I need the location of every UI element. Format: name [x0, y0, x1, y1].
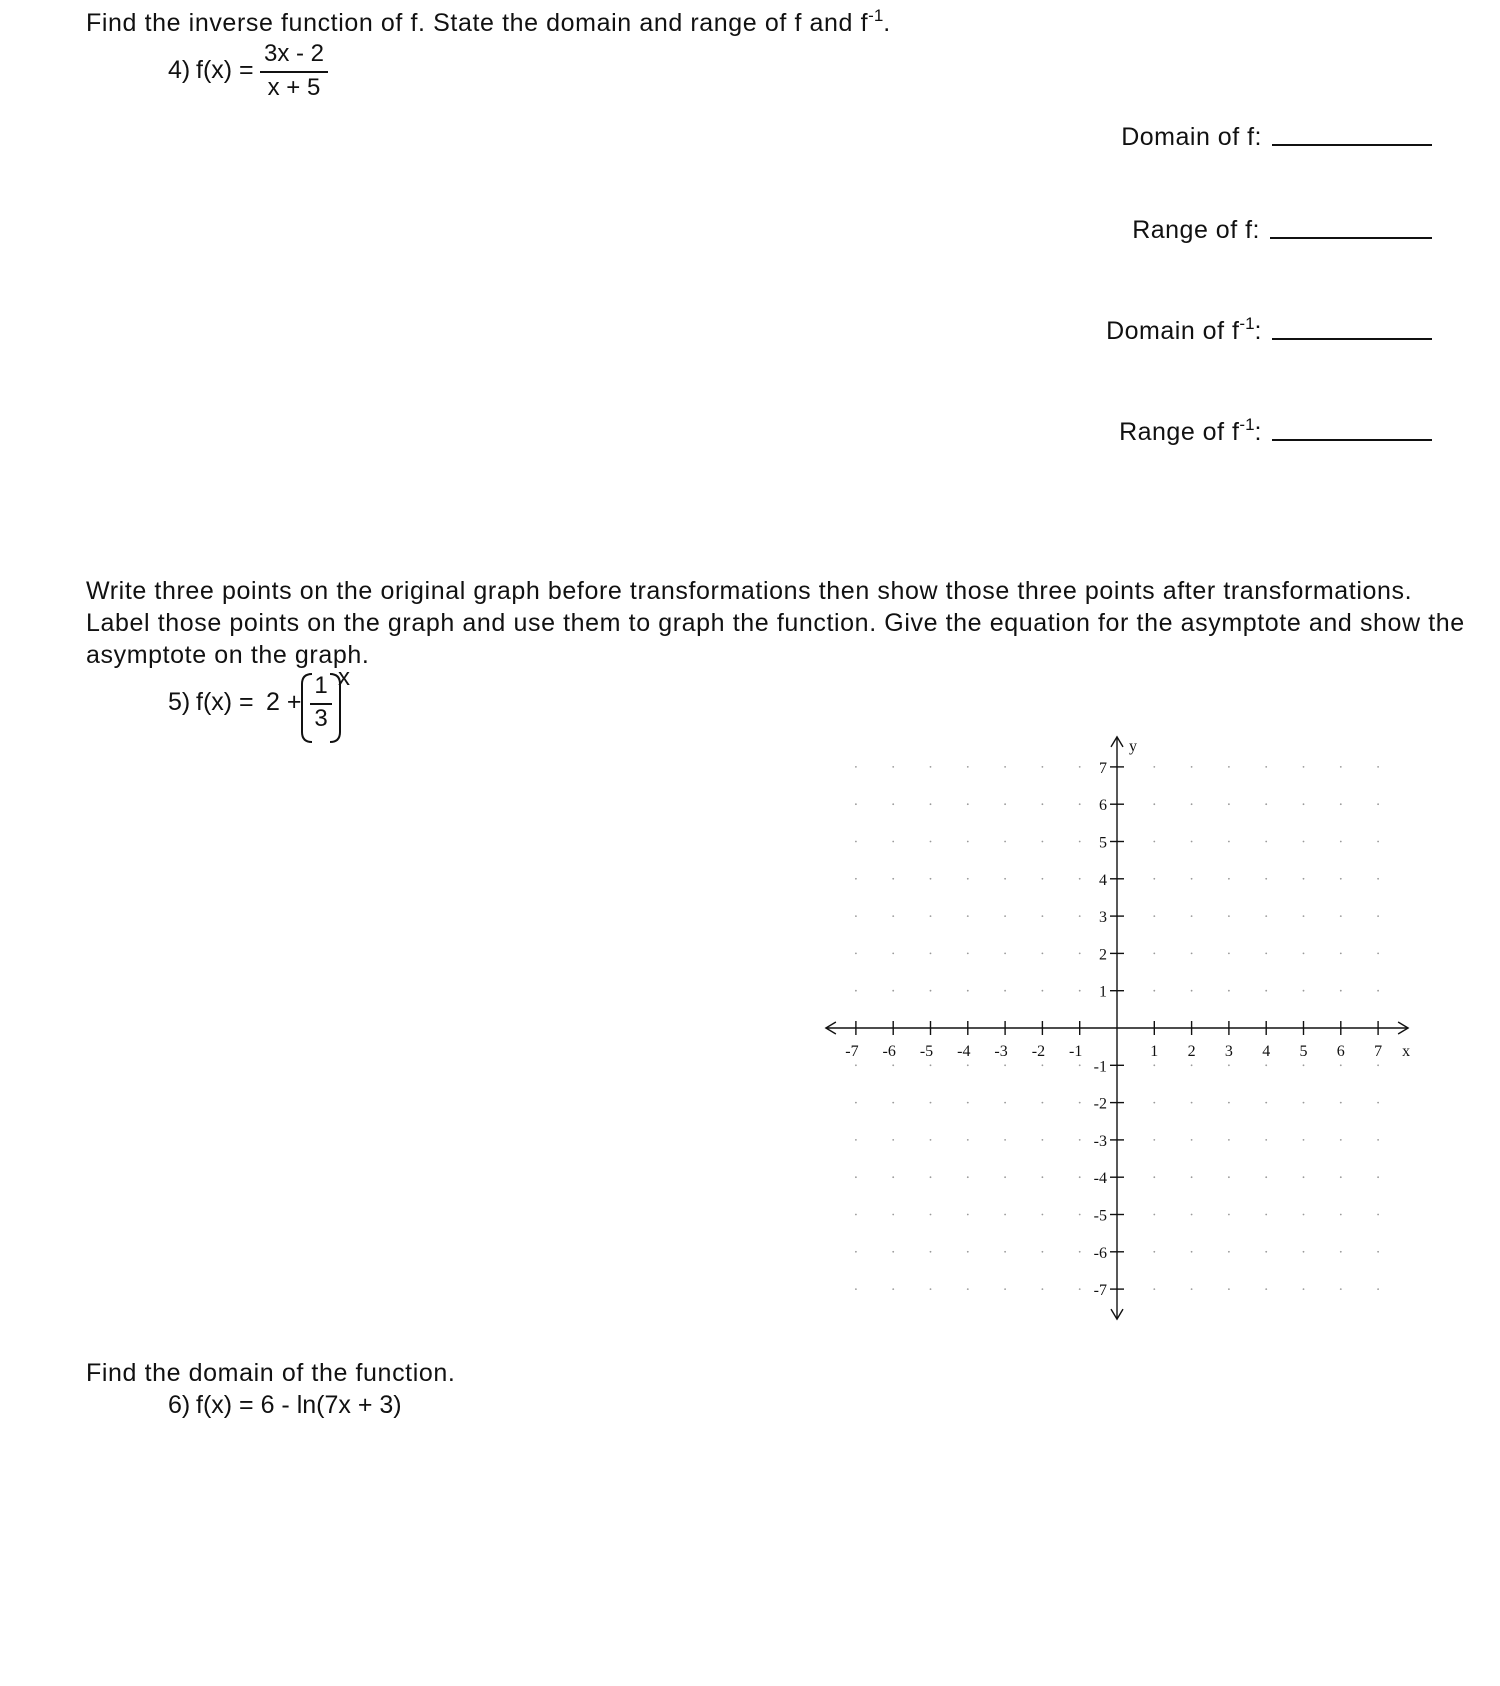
grid-dot	[930, 1102, 932, 1104]
x-tick-label: -1	[1069, 1043, 1083, 1060]
grid-dot	[855, 841, 857, 843]
grid-dot	[855, 878, 857, 880]
grid-dot	[1042, 953, 1044, 955]
grid-dot	[1340, 1176, 1342, 1178]
grid-dot	[930, 953, 932, 955]
grid-dot	[1340, 915, 1342, 917]
grid-dot	[1153, 915, 1155, 917]
grid-dot	[1191, 878, 1193, 880]
grid-dot	[1153, 878, 1155, 880]
problem-6-number: 6)	[168, 1391, 191, 1419]
grid-dot	[967, 841, 969, 843]
grid-dot	[1191, 841, 1193, 843]
grid-dot	[892, 1251, 894, 1253]
grid-dot	[1340, 953, 1342, 955]
grid-dot	[1153, 953, 1155, 955]
x-tick-label: -5	[919, 1043, 934, 1060]
grid-dot	[1303, 915, 1305, 917]
grid-dot	[1265, 1102, 1267, 1104]
grid-dot	[1042, 803, 1044, 805]
grid-dot	[855, 1102, 857, 1104]
grid-dot	[1042, 1139, 1044, 1141]
grid-dot	[1191, 990, 1193, 992]
grid-dot	[855, 1251, 857, 1253]
grid-dot	[967, 953, 969, 955]
grid-dot	[1004, 1139, 1006, 1141]
grid-dot	[1153, 841, 1155, 843]
problem-4-number: 4)	[168, 56, 191, 84]
grid-dot	[1228, 990, 1230, 992]
grid-dot	[1191, 1064, 1193, 1066]
y-tick-label: 6	[1099, 797, 1107, 815]
problem-5-lhs: f(x) =	[196, 688, 254, 716]
grid-dot	[1340, 990, 1342, 992]
grid-dot	[1377, 1214, 1379, 1216]
grid-dot	[1228, 803, 1230, 805]
grid-dot	[1303, 878, 1305, 880]
range-f-label: Range of f:	[1132, 216, 1260, 244]
grid-dot	[1228, 1176, 1230, 1178]
grid-dot	[967, 915, 969, 917]
grid-dot	[892, 841, 894, 843]
grid-dot	[1004, 915, 1006, 917]
grid-dot	[1377, 766, 1379, 768]
grid-dot	[967, 1102, 969, 1104]
grid-dot	[1228, 841, 1230, 843]
grid-dot	[1042, 1214, 1044, 1216]
grid-dot	[855, 990, 857, 992]
problem-5-frac-denominator: 3	[314, 705, 328, 732]
grid-dot	[1079, 1176, 1081, 1178]
grid-dot	[1265, 1139, 1267, 1141]
grid-dot	[930, 1214, 932, 1216]
grid-dot	[892, 915, 894, 917]
grid-dot	[930, 878, 932, 880]
problem-5-number: 5)	[168, 688, 191, 716]
problem-5-exponent: x	[338, 664, 350, 691]
grid-dot	[1079, 1251, 1081, 1253]
grid-dot	[1377, 1139, 1379, 1141]
x-tick-label: -4	[957, 1043, 971, 1060]
grid-dot	[1377, 878, 1379, 880]
grid-dot	[1303, 990, 1305, 992]
y-tick-label: 2	[1099, 946, 1107, 964]
grid-dot	[930, 803, 932, 805]
grid-dot	[1265, 803, 1267, 805]
x-tick-label: -2	[1031, 1043, 1046, 1060]
grid-dot	[1042, 1176, 1044, 1178]
grid-dot	[1265, 841, 1267, 843]
grid-dot	[1265, 990, 1267, 992]
grid-dot	[1153, 1214, 1155, 1216]
grid-dot	[1377, 1102, 1379, 1104]
grid-dot	[1004, 1214, 1006, 1216]
grid-dot	[1191, 953, 1193, 955]
grid-dot	[1191, 1251, 1193, 1253]
grid-dot	[1042, 990, 1044, 992]
grid-dot	[1340, 1064, 1342, 1066]
grid-dot	[1303, 803, 1305, 805]
grid-dot	[855, 803, 857, 805]
grid-dot	[1377, 915, 1379, 917]
grid-dot	[1303, 1102, 1305, 1104]
grid-dot	[1377, 803, 1379, 805]
grid-dot	[1303, 1064, 1305, 1066]
grid-dot	[930, 915, 932, 917]
grid-dot	[1042, 1102, 1044, 1104]
grid-dot	[1191, 1214, 1193, 1216]
grid-dot	[1004, 1064, 1006, 1066]
grid-dot	[1340, 1102, 1342, 1104]
grid-dot	[967, 878, 969, 880]
grid-dot	[1265, 915, 1267, 917]
grid-dot	[1340, 841, 1342, 843]
grid-dot	[1377, 1288, 1379, 1290]
grid-dot	[1042, 841, 1044, 843]
grid-dot	[892, 1064, 894, 1066]
grid-dot	[1079, 1102, 1081, 1104]
grid-dot	[1079, 1214, 1081, 1216]
y-tick-label: -6	[1093, 1244, 1107, 1262]
grid-dot	[1377, 1176, 1379, 1178]
grid-dot	[1340, 1214, 1342, 1216]
grid-dot	[892, 1288, 894, 1290]
grid-dot	[1079, 1064, 1081, 1066]
grid-dot	[1153, 1288, 1155, 1290]
y-tick-label: 5	[1099, 834, 1107, 852]
grid-dot	[1153, 1064, 1155, 1066]
grid-dot	[1303, 1251, 1305, 1253]
grid-dot	[892, 1139, 894, 1141]
grid-dot	[1265, 1176, 1267, 1178]
grid-dot	[1042, 1064, 1044, 1066]
grid-dot	[892, 1176, 894, 1178]
grid-dot	[892, 766, 894, 768]
grid-dot	[1004, 766, 1006, 768]
grid-dot	[1079, 990, 1081, 992]
y-tick-label: 3	[1099, 909, 1107, 927]
grid-dot	[855, 1139, 857, 1141]
grid-dot	[1042, 915, 1044, 917]
grid-dot	[1228, 878, 1230, 880]
grid-dot	[1228, 1139, 1230, 1141]
grid-dot	[1004, 990, 1006, 992]
grid-dot	[1191, 1176, 1193, 1178]
grid-dot	[1191, 915, 1193, 917]
grid-dot	[967, 1288, 969, 1290]
grid-dot	[1153, 990, 1155, 992]
grid-dot	[967, 803, 969, 805]
grid-dot	[1079, 841, 1081, 843]
x-tick-label: -7	[845, 1043, 859, 1060]
grid-dot	[1265, 878, 1267, 880]
problem-4-denominator: x + 5	[267, 74, 321, 101]
grid-dot	[1191, 1102, 1193, 1104]
grid-dot	[1303, 1176, 1305, 1178]
x-tick-label: 3	[1224, 1043, 1233, 1060]
y-tick-label: -4	[1093, 1170, 1107, 1188]
y-tick-label: -5	[1093, 1207, 1107, 1225]
grid-dot	[1153, 766, 1155, 768]
grid-dot	[1377, 1064, 1379, 1066]
grid-dot	[1079, 803, 1081, 805]
grid-dot	[1004, 1288, 1006, 1290]
grid-dot	[1340, 1139, 1342, 1141]
grid-dot	[1377, 953, 1379, 955]
grid-dot	[1303, 1139, 1305, 1141]
x-tick-label: 7	[1374, 1043, 1383, 1060]
grid-dot	[892, 1214, 894, 1216]
grid-dot	[855, 1288, 857, 1290]
grid-dot	[1228, 953, 1230, 955]
x-tick-label: -3	[994, 1043, 1008, 1060]
grid-dot	[1004, 878, 1006, 880]
grid-dot	[930, 1288, 932, 1290]
grid-dot	[1265, 766, 1267, 768]
grid-dot	[1153, 1176, 1155, 1178]
grid-dot	[1079, 1288, 1081, 1290]
grid-dot	[855, 1176, 857, 1178]
grid-dot	[1340, 878, 1342, 880]
grid-dot	[967, 1251, 969, 1253]
instruction-graph-line-1: Write three points on the original graph before transformations then show those three points after transformations.	[86, 577, 1413, 605]
y-tick-label: 1	[1099, 983, 1107, 1001]
grid-dot	[855, 1214, 857, 1216]
grid-dot	[892, 953, 894, 955]
grid-dot	[1153, 1139, 1155, 1141]
grid-dot	[1228, 1251, 1230, 1253]
grid-dot	[1228, 766, 1230, 768]
x-tick-label: 4	[1262, 1043, 1271, 1060]
instruction-inverse: Find the inverse function of f. State the domain and range of f and $f^{-1}$.	[86, 6, 891, 37]
instruction-graph-line-2: Label those points on the graph and use them to graph the function. Give the equation for the asymptote and show the	[86, 609, 1465, 637]
grid-dot	[1265, 1251, 1267, 1253]
grid-dot	[855, 953, 857, 955]
grid-dot	[1303, 1214, 1305, 1216]
grid-dot	[1004, 1176, 1006, 1178]
problem-5-frac-numerator: 1	[314, 672, 328, 699]
grid-dot	[855, 766, 857, 768]
grid-dot	[1191, 1288, 1193, 1290]
y-tick-label: -7	[1093, 1282, 1107, 1300]
grid-dot	[1042, 1251, 1044, 1253]
instruction-domain: Find the domain of the function.	[86, 1359, 456, 1387]
grid-dot	[930, 990, 932, 992]
grid-dot	[892, 803, 894, 805]
grid-dot	[855, 1064, 857, 1066]
grid-dot	[892, 878, 894, 880]
grid-dot	[967, 1176, 969, 1178]
grid-dot	[1042, 766, 1044, 768]
grid-dot	[930, 1251, 932, 1253]
grid-dot	[1079, 766, 1081, 768]
domain-f-label: Domain of f:	[1121, 123, 1262, 151]
grid-dot	[1377, 1251, 1379, 1253]
grid-dot	[1191, 1139, 1193, 1141]
grid-dot	[1004, 1102, 1006, 1104]
problem-6-function: f(x) = 6 - ln(7x + 3)	[196, 1391, 402, 1419]
problem-5-constant: 2 +	[266, 688, 302, 716]
grid-dot	[1004, 803, 1006, 805]
grid-dot	[930, 1176, 932, 1178]
y-tick-label: 4	[1099, 871, 1107, 889]
problem-4-numerator: 3x - 2	[263, 40, 325, 67]
grid-dot	[1265, 953, 1267, 955]
grid-dot	[1228, 1102, 1230, 1104]
grid-dot	[930, 766, 932, 768]
y-tick-label: -1	[1093, 1058, 1107, 1076]
grid-dot	[1153, 1251, 1155, 1253]
grid-dot	[1340, 1251, 1342, 1253]
grid-dot	[1303, 953, 1305, 955]
y-axis-label: y	[1129, 737, 1137, 755]
grid-dot	[855, 915, 857, 917]
grid-dot	[1228, 915, 1230, 917]
grid-dot	[1228, 1288, 1230, 1290]
grid-dot	[967, 1214, 969, 1216]
grid-dot	[1340, 766, 1342, 768]
grid-dot	[1079, 915, 1081, 917]
range-finv-label: Range of $f^{-1}$:	[1119, 415, 1262, 446]
grid-dot	[892, 1102, 894, 1104]
grid-dot	[1265, 1064, 1267, 1066]
grid-dot	[930, 1064, 932, 1066]
y-tick-label: 7	[1099, 759, 1107, 777]
grid-dot	[1153, 1102, 1155, 1104]
x-tick-label: 6	[1336, 1043, 1345, 1060]
grid-dot	[967, 1139, 969, 1141]
grid-dot	[1191, 803, 1193, 805]
grid-dot	[1228, 1214, 1230, 1216]
grid-dot	[1004, 841, 1006, 843]
grid-dot	[1303, 1288, 1305, 1290]
grid-dot	[967, 766, 969, 768]
grid-dot	[1042, 1288, 1044, 1290]
x-axis-label: x	[1402, 1043, 1411, 1060]
grid-dot	[967, 990, 969, 992]
domain-finv-label: Domain of $f^{-1}$:	[1106, 314, 1262, 345]
grid-dot	[1004, 953, 1006, 955]
grid-dot	[1265, 1214, 1267, 1216]
grid-dot	[1079, 1139, 1081, 1141]
grid-dot	[1303, 766, 1305, 768]
grid-dot	[1340, 1288, 1342, 1290]
y-tick-label: -2	[1093, 1095, 1107, 1113]
x-tick-label: 2	[1187, 1043, 1196, 1060]
grid-dot	[1377, 841, 1379, 843]
grid-dot	[1079, 953, 1081, 955]
grid-dot	[930, 1139, 932, 1141]
problem-4-lhs: f(x) =	[196, 56, 254, 84]
y-tick-label: -3	[1093, 1132, 1107, 1150]
grid-dot	[1228, 1064, 1230, 1066]
grid-dot	[1303, 841, 1305, 843]
grid-dot	[1191, 766, 1193, 768]
grid-dot	[930, 841, 932, 843]
instruction-graph-line-3: asymptote on the graph.	[86, 641, 370, 669]
grid-dot	[892, 990, 894, 992]
x-tick-label: 5	[1299, 1043, 1308, 1060]
grid-dot	[1079, 878, 1081, 880]
grid-dot	[1042, 878, 1044, 880]
grid-dot	[1004, 1251, 1006, 1253]
grid-dot	[1265, 1288, 1267, 1290]
grid-dot	[967, 1064, 969, 1066]
x-tick-label: -6	[882, 1043, 896, 1060]
grid-dot	[1377, 990, 1379, 992]
x-tick-label: 1	[1150, 1043, 1159, 1060]
grid-dot	[1153, 803, 1155, 805]
grid-dot	[1340, 803, 1342, 805]
